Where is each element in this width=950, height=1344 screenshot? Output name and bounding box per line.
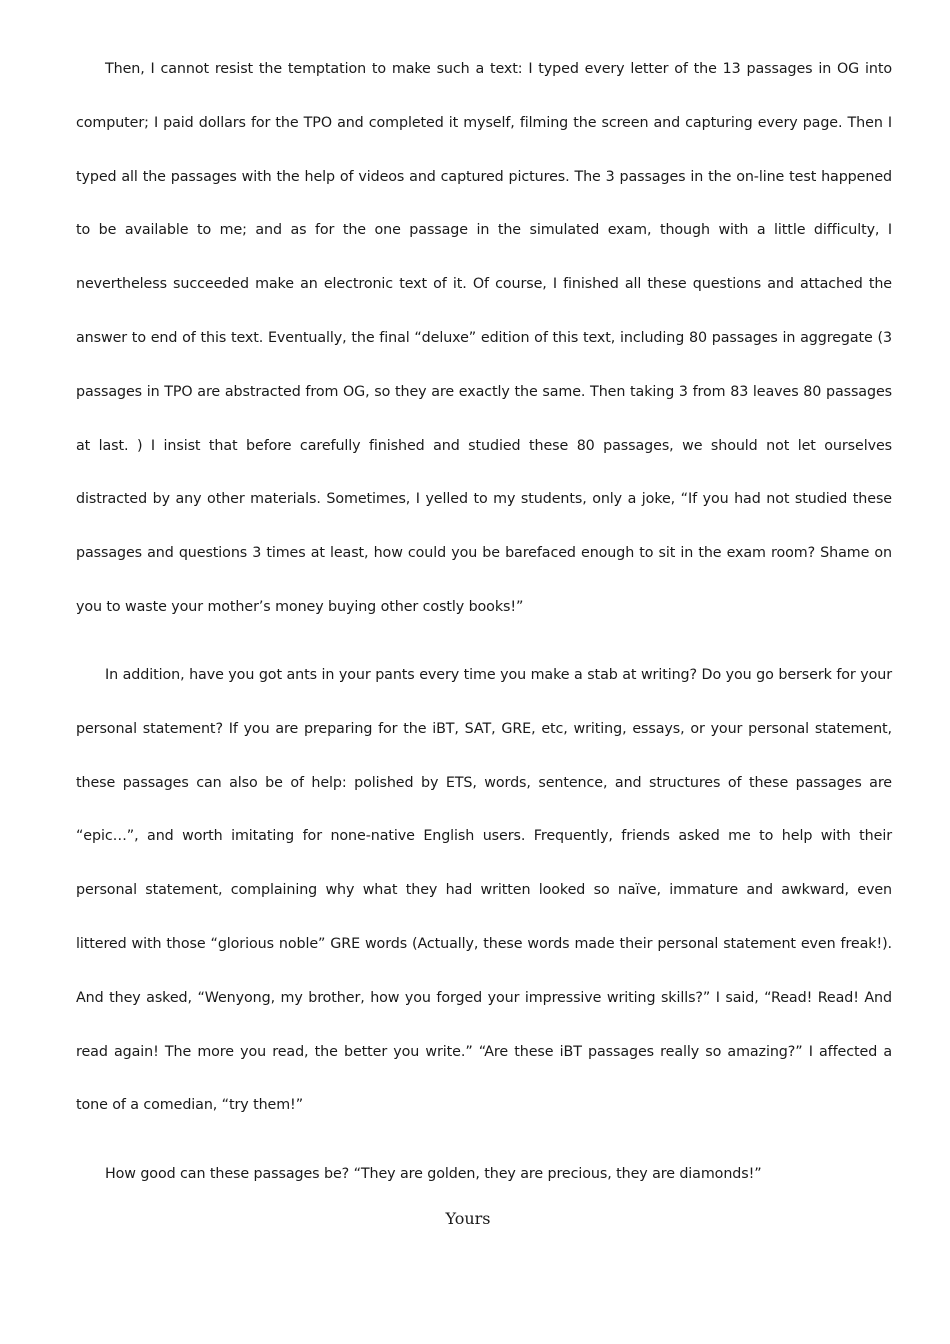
paragraph-writing-help: In addition, have you got ants in your pants every time you make a stab at writing? Do you go berserk for your personal statement? If you are preparing for the iBT, SAT, GRE, etc, writing, essays, or your personal statement, these passages can also be of help: polished by ETS, words, sentence, and structures of these passages are “epic…”, and worth imitating for none-native English users. Frequently, friends asked me to help with their personal statement, complaining why what they had written looked so naïve, immature and awkward, even littered with those “glorious noble” GRE words (Actually, these words made their personal statement even freak!). And they asked, “Wenyong, my brother, how you forged your impressive writing skills?” I said, “Read! Read! And read again! The more you read, the better you write.” “Are these iBT passages really so amazing?” I affected a tone of a comedian, “try them!” <box>76 667 892 1114</box>
signature: Yours <box>445 1209 491 1228</box>
paragraph-how-good: How good can these passages be? “They are golden, they are precious, they are diamonds!” <box>105 1166 762 1182</box>
paragraph-typing-passages: Then, I cannot resist the temptation to make such a text: I typed every letter of the 13 passages in OG into computer; I paid dollars for the TPO and completed it myself, filming the screen and capturing every page. Then I typed all the passages with the help of videos and captured pictures. The 3 passages in the on-line test happened to be available to me; and as for the one passage in the simulated exam, though with a little difficulty, I nevertheless succeeded make an electronic text of it. Of course, I finished all these questions and attached the answer to end of this text. Eventually, the final “deluxe” edition of this text, including 80 passages in aggregate (3 passages in TPO are abstracted from OG, so they are exactly the same. Then taking 3 from 83 leaves 80 passages at last. ) I insist that before carefully finished and studied these 80 passages, we should not let ourselves distracted by any other materials. Sometimes, I yelled to my students, only a joke, “If you had not studied these passages and questions 3 times at least, how could you be barefaced enough to sit in the exam room? Shame on you to waste your mother’s money buying other costly books!” <box>76 61 892 615</box>
